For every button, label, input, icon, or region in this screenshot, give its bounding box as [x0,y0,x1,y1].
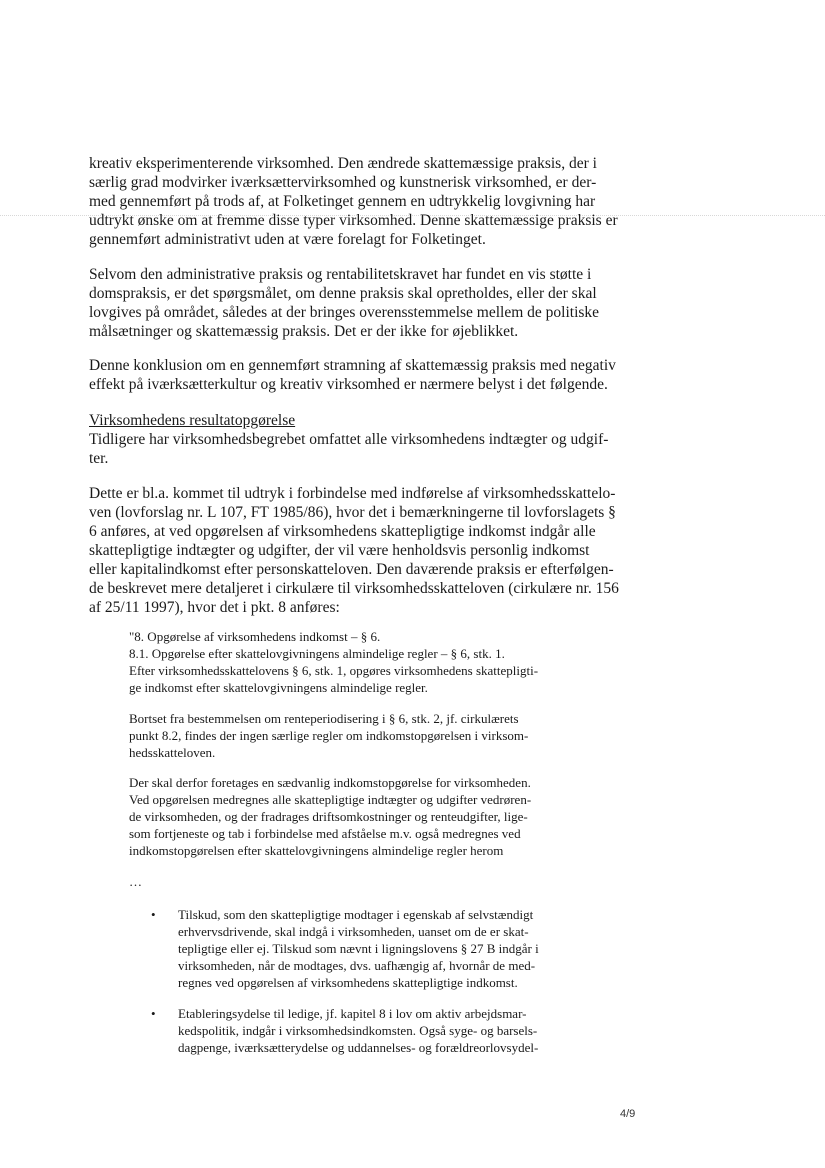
section-heading-block [89,411,619,468]
bullet-line: virksomheden, når de modtages, dvs. uafhængig af, hvornår de med- [178,958,536,973]
text-line: gennemført administrativt uden at være forelagt for Folketinget. [89,231,486,248]
text-line: Tidligere har virksomhedsbegrebet omfattet alle virksomhedens indtægter og udgif- [89,431,609,448]
quote-line: Bortset fra bestemmelsen om renteperiodisering i § 6, stk. 2, jf. cirkulærets [129,711,519,726]
quote-line: 8.1. Opgørelse efter skattelovgivningens almindelige regler – § 6, stk. 1. [129,646,505,661]
bullet-line: erhvervsdrivende, skal indgå i virksomheden, uanset om de er skat- [178,924,529,939]
quote-block-1 [129,628,579,696]
bullet-line: regnes ved opgørelsen af virksomhedens skattepligtige indkomst. [178,975,518,990]
text-line: kreativ eksperimenterende virksomhed. Den ændrede skattemæssige praksis, der i [89,155,597,172]
text-line: målsætninger og skattemæssig praksis. Det er der ikke for øjeblikket. [89,323,519,340]
text-line: med gennemført på trods af, at Folketinget gennem en udtrykkelig lovgivning har [89,193,596,210]
quote-block-2 [129,710,579,761]
quote-line: Der skal derfor foretages en sædvanlig indkomstopgørelse for virksomheden. [129,775,531,790]
quote-line: som fortjeneste og tab i forbindelse med afståelse m.v. også medregnes ved [129,826,521,841]
ellipsis-text: … [129,874,142,889]
text-line: udtrykt ønske om at fremme disse typer virksomhed. Denne skattemæssige praksis er [89,212,618,229]
quote-ellipsis [129,873,579,890]
quote-block-3 [129,774,579,859]
paragraph-1 [89,154,619,249]
text-line: 6 anføres, at ved opgørelsen af virksomhedens skattepligtige indkomst indgår alle [89,523,596,540]
text-line: domspraksis, er det spørgsmålet, om denne praksis skal opretholdes, eller der skal [89,285,597,302]
bullet-line: dagpenge, iværksætterydelse og uddannelses- og forældreorlovsydel- [178,1040,539,1055]
bullet-line: Tilskud, som den skattepligtige modtager i egenskab af selvstændigt [178,907,534,922]
text-line: Dette er bl.a. kommet til udtryk i forbindelse med indførelse af virksomhedsskattelo- [89,485,616,502]
text-line: eller kapitalindkomst efter personskatteloven. Den daværende praksis er efterfølgen- [89,561,614,578]
paragraph-3 [89,356,619,394]
text-line: ven (lovforslag nr. L 107, FT 1985/86), hvor det i bemærkningerne til lovforslagets § [89,504,616,521]
bullet-icon: • [151,907,156,922]
text-line: Denne konklusion om en gennemført stramning af skattemæssig praksis med negativ [89,357,616,374]
text-line: de beskrevet mere detaljeret i cirkulære til virksomhedsskatteloven (cirkulære nr. 156 [89,580,619,597]
bullet-line: tepligtige eller ej. Tilskud som nævnt i ligningslovens § 27 B indgår i [178,941,539,956]
text-line: ter. [89,450,109,467]
text-line: særlig grad modvirker iværksættervirksomhed og kunstnerisk virksomhed, er der- [89,174,597,191]
quote-line: indkomstopgørelsen efter skattelovgivningens almindelige regler herom [129,843,504,858]
section-heading: Virksomhedens resultatopgørelse [89,412,296,429]
text-line: lovgives på området, således at der bringes overensstemmelse mellem de politiske [89,304,600,321]
quote-line: ge indkomst efter skattelovgivningens almindelige regler. [129,680,428,695]
page-number: 4/9 [620,1108,636,1120]
quote-line: Ved opgørelsen medregnes alle skattepligtige indtægter og udgifter vedrøren- [129,792,532,807]
text-line: Selvom den administrative praksis og rentabilitetskravet har fundet en vis støtte i [89,266,592,283]
bullet-icon: • [151,1006,156,1021]
quote-line: punkt 8.2, findes der ingen særlige regler om indkomstopgørelsen i virksom- [129,728,529,743]
text-line: af 25/11 1997), hvor det i pkt. 8 anføres: [89,599,340,616]
paragraph-5 [89,484,619,617]
bullet-line: Etableringsydelse til ledige, jf. kapitel 8 i lov om aktiv arbejdsmar- [178,1006,527,1021]
quote-line: Efter virksomhedsskattelovens § 6, stk. 1, opgøres virksomhedens skattepligti- [129,663,539,678]
quote-line: hedsskatteloven. [129,745,216,760]
text-line: skattepligtige indtægter og udgifter, der vil være henholdsvis personlig indkomst [89,542,590,559]
bullet-line: kedspolitik, indgår i virksomhedsindkomsten. Også syge- og barsels- [178,1023,538,1038]
quote-line: de virksomheden, og der fradrages driftsomkostninger og renteudgifter, lige- [129,809,528,824]
paragraph-2 [89,265,619,341]
text-line: effekt på iværksætterkultur og kreativ virksomhed er nærmere belyst i det følgende. [89,376,608,393]
quote-line: "8. Opgørelse af virksomhedens indkomst – § 6. [129,629,381,644]
